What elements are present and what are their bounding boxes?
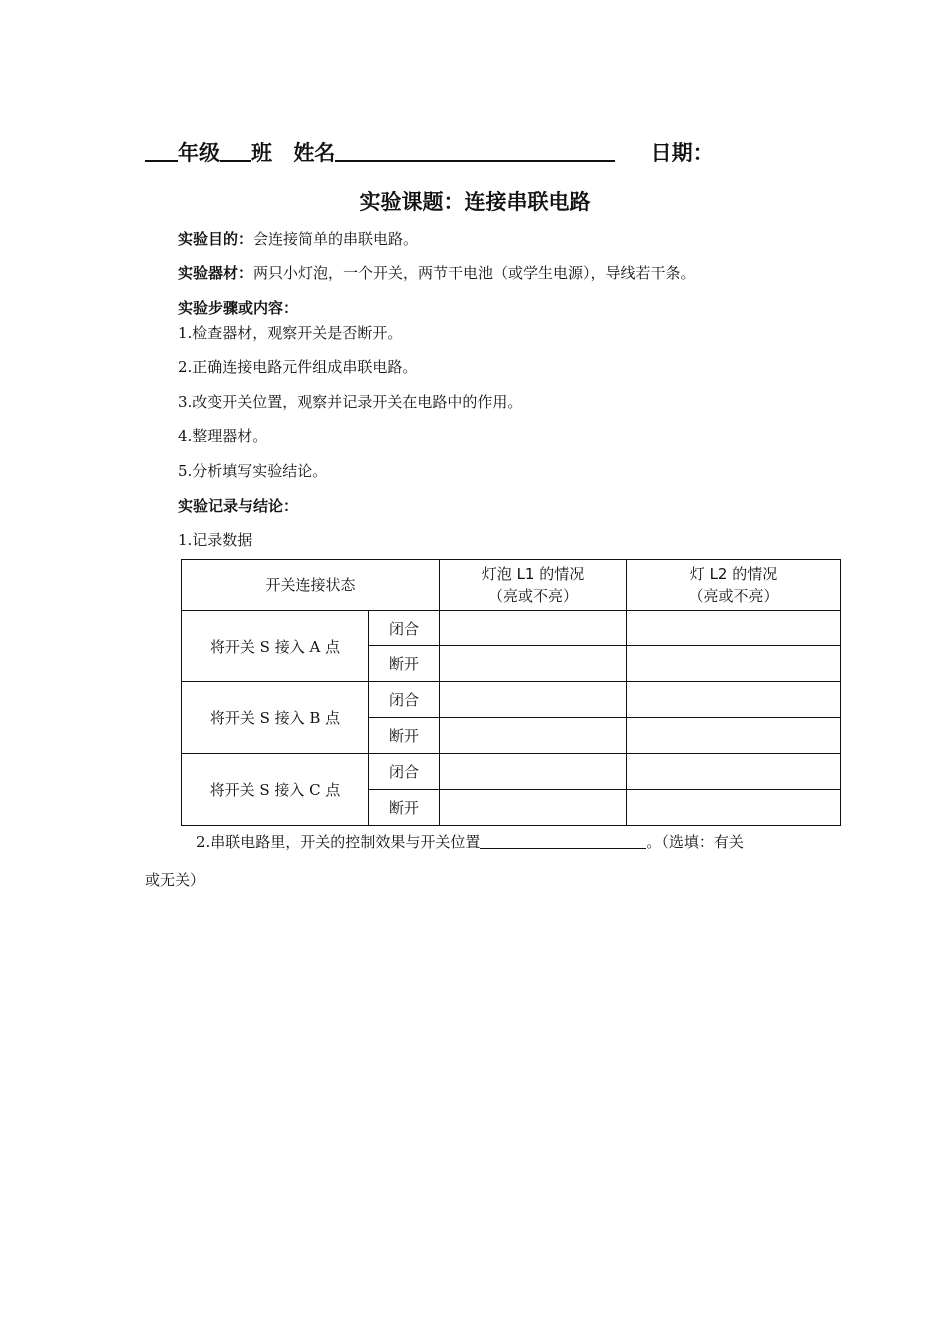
position-label: 将开关 S 接入 A 点 bbox=[182, 611, 369, 682]
table-row bbox=[182, 611, 841, 646]
student-info-header bbox=[145, 138, 805, 167]
l2-cell[interactable] bbox=[627, 718, 841, 754]
record-table bbox=[181, 559, 841, 826]
state-open: 断开 bbox=[369, 790, 440, 826]
conclusion-wrap: 或无关） bbox=[145, 871, 206, 889]
conclusion-line bbox=[196, 831, 744, 852]
date-label: 日期： bbox=[650, 141, 714, 165]
position-label: 将开关 S 接入 B 点 bbox=[182, 682, 369, 754]
record-subheading: 1.记录数据 bbox=[178, 531, 253, 549]
equipment-text: 两只小灯泡，一个开关，两节干电池（或学生电源），导线若干条。 bbox=[253, 264, 696, 282]
table-row bbox=[182, 682, 841, 718]
steps-heading: 实验步骤或内容： bbox=[178, 299, 299, 317]
header-l2-title: 灯 L2 的情况 bbox=[689, 565, 778, 583]
l1-cell[interactable] bbox=[440, 790, 627, 826]
name-blank[interactable] bbox=[335, 138, 615, 162]
conclusion-answer-blank[interactable] bbox=[480, 832, 646, 849]
l2-cell[interactable] bbox=[627, 682, 841, 718]
state-closed: 闭合 bbox=[369, 682, 440, 718]
position-label: 将开关 S 接入 C 点 bbox=[182, 754, 369, 826]
page-title: 实验课题：连接串联电路 bbox=[359, 190, 591, 214]
equipment-label: 实验器材： bbox=[178, 264, 254, 282]
header-l1-note: （亮或不亮） bbox=[488, 587, 579, 605]
conclusion-suffix: 。（选填：有关 bbox=[646, 833, 744, 851]
table-row bbox=[182, 754, 841, 790]
purpose-text: 会连接简单的串联电路。 bbox=[253, 230, 419, 248]
l2-cell[interactable] bbox=[627, 790, 841, 826]
equipment-line bbox=[178, 262, 696, 283]
step-item: 5.分析填写实验结论。 bbox=[178, 462, 328, 480]
l1-cell[interactable] bbox=[440, 682, 627, 718]
state-closed: 闭合 bbox=[369, 611, 440, 646]
purpose-label: 实验目的： bbox=[178, 230, 254, 248]
step-item: 1.检查器材，观察开关是否断开。 bbox=[178, 324, 403, 342]
purpose-line bbox=[178, 228, 418, 249]
l1-cell[interactable] bbox=[440, 754, 627, 790]
conclusion-prefix: 2.串联电路里，开关的控制效果与开关位置 bbox=[196, 833, 481, 851]
l2-cell[interactable] bbox=[627, 646, 841, 682]
step-item: 2.正确连接电路元件组成串联电路。 bbox=[178, 358, 418, 376]
header-switch-state: 开关连接状态 bbox=[182, 560, 440, 611]
table-header-row bbox=[182, 560, 841, 611]
l1-cell[interactable] bbox=[440, 646, 627, 682]
state-open: 断开 bbox=[369, 646, 440, 682]
class-blank[interactable] bbox=[220, 138, 251, 162]
step-item: 4.整理器材。 bbox=[178, 427, 268, 445]
name-label: 姓名 bbox=[293, 141, 336, 165]
l2-cell[interactable] bbox=[627, 611, 841, 646]
l1-cell[interactable] bbox=[440, 611, 627, 646]
state-open: 断开 bbox=[369, 718, 440, 754]
header-l1-title: 灯泡 L1 的情况 bbox=[481, 565, 585, 583]
grade-label: 年级 bbox=[178, 141, 220, 165]
grade-blank[interactable] bbox=[145, 138, 178, 162]
record-heading: 实验记录与结论： bbox=[178, 497, 299, 515]
header-l2-note: （亮或不亮） bbox=[688, 587, 779, 605]
step-item: 3.改变开关位置，观察并记录开关在电路中的作用。 bbox=[178, 393, 523, 411]
l2-cell[interactable] bbox=[627, 754, 841, 790]
class-label: 班 bbox=[251, 141, 272, 165]
header-l2 bbox=[627, 560, 841, 611]
l1-cell[interactable] bbox=[440, 718, 627, 754]
header-l1 bbox=[440, 560, 627, 611]
state-closed: 闭合 bbox=[369, 754, 440, 790]
